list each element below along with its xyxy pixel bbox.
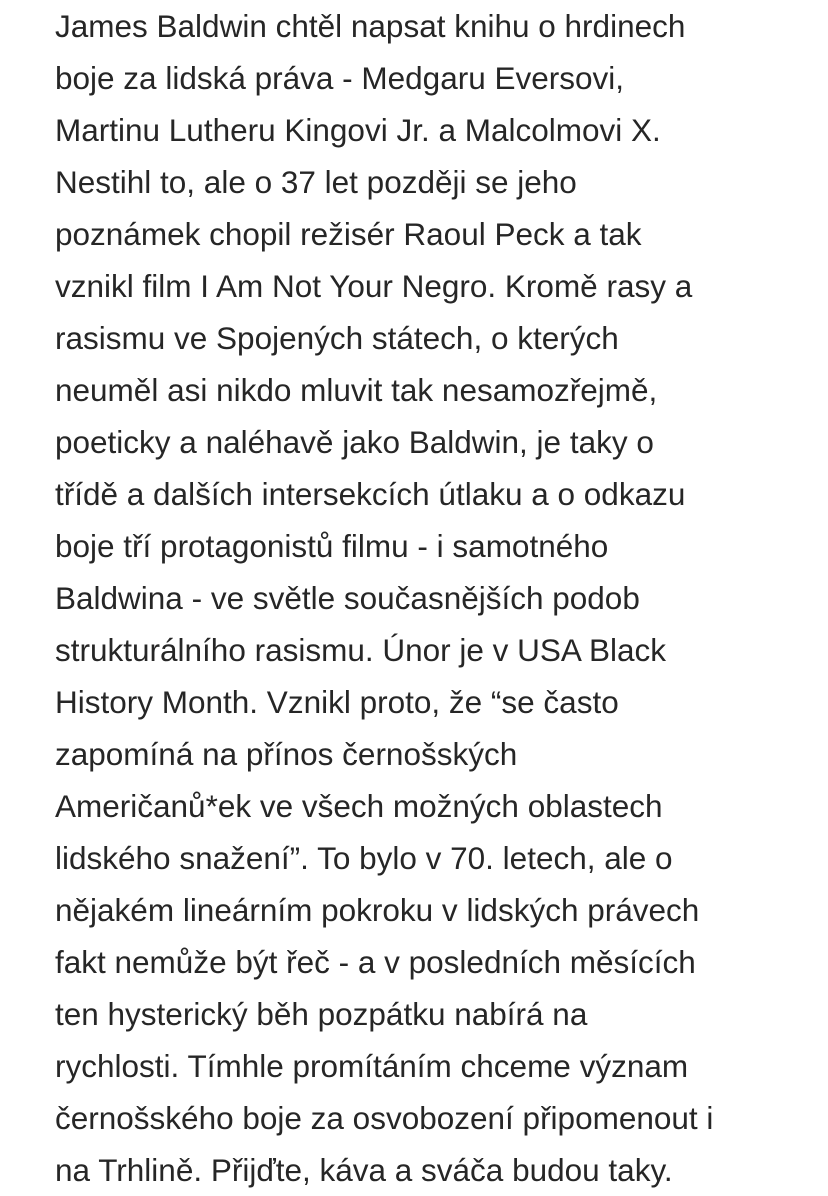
text-line: poznámek chopil režisér Raoul Peck a tak [55, 216, 642, 252]
text-line: boje tří protagonistů filmu - i samotného [55, 528, 609, 564]
text-line: poeticky a naléhavě jako Baldwin, je taky o [55, 424, 654, 460]
text-line: na Trhlině. Přijďte, káva a sváča budou taky. [55, 1152, 673, 1188]
text-line: strukturálního rasismu. Únor je v USA Black [55, 632, 666, 668]
text-line: černošského boje za osvobození připomenout i [55, 1100, 714, 1136]
text-line: lidského snažení”. To bylo v 70. letech, ale o [55, 840, 673, 876]
text-line: rychlosti. Tímhle promítáním chceme význam [55, 1048, 689, 1084]
text-line: ten hysterický běh pozpátku nabírá na [55, 996, 588, 1032]
text-line: Američanů*ek ve všech možných oblastech [55, 788, 663, 824]
text-line: boje za lidská práva - Medgaru Eversovi, [55, 60, 625, 96]
text-line: Nestihl to, ale o 37 let později se jeho [55, 164, 577, 200]
note-text [55, 0, 825, 1196]
text-line: vznikl film I Am Not Your Negro. Kromě rasy a [55, 268, 693, 304]
text-line: Baldwina - ve světle současnějších podob [55, 580, 640, 616]
text-line: rasismu ve Spojených státech, o kterých [55, 320, 619, 356]
text-line: Martinu Lutheru Kingovi Jr. a Malcolmovi X. [55, 112, 661, 148]
text-line: třídě a dalších intersekcích útlaku a o odkazu [55, 476, 686, 512]
text-line: fakt nemůže být řeč - a v posledních měsících [55, 944, 696, 980]
text-line: neuměl asi nikdo mluvit tak nesamozřejmě, [55, 372, 658, 408]
text-line: nějakém lineárním pokroku v lidských právech [55, 892, 700, 928]
text-line: James Baldwin chtěl napsat knihu o hrdinech [55, 8, 686, 44]
text-line: History Month. Vznikl proto, že “se často [55, 684, 619, 720]
text-line: zapomíná na přínos černošských [55, 736, 518, 772]
